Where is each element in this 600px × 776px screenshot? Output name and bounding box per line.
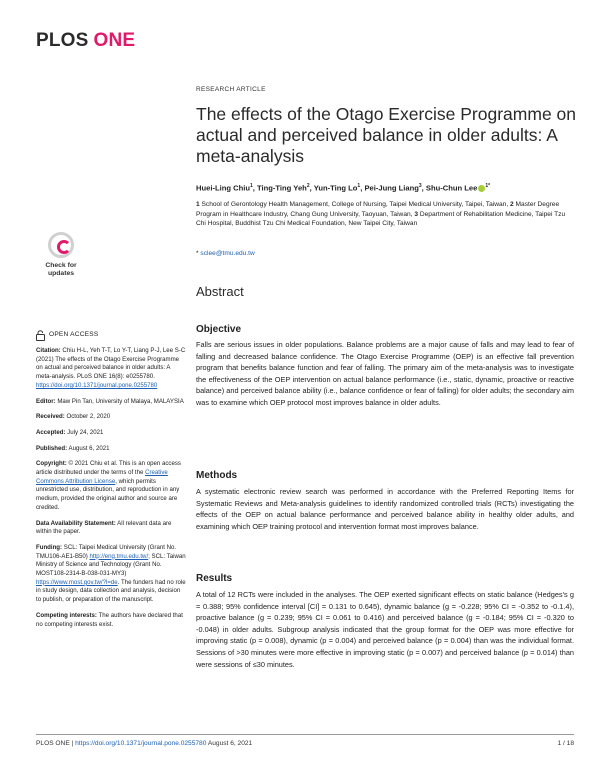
check-updates-label <box>36 262 86 278</box>
section-body-objective: Falls are serious issues in older populations. Balance problems are a major cause of falls and may lead to fear of falling and decreased balance confidence. The Otago Exercise Programme (OEP) is an effective fall prevention program that benefits balance function and fear of falling. The primary aim of the meta-analysis was to investigate the effectiveness of the OEP intervention on actual balance performance (i.e., static, dynamic, proactive or reactive balance) and perceived balance ability (i.e., balance confidence or fear of falling) for older adults; the secondary aim was to examine which OEP protocol most improves balance in older adults. <box>196 340 574 407</box>
citation-doi-link[interactable]: https://doi.org/10.1371/journal.pone.0255780 <box>36 381 158 389</box>
competing-interests-text: The authors have declared that no competing interests exist. <box>36 611 183 628</box>
footer-separator: | <box>71 740 74 747</box>
author-name: Pei-Jung Liang <box>364 183 419 193</box>
abstract-heading: Abstract <box>196 284 244 299</box>
published-text: August 6, 2021 <box>68 444 110 452</box>
open-lock-icon <box>36 330 45 341</box>
affiliation-number: 1 <box>196 201 200 208</box>
funding-mid: ; SCL: Taiwan Ministry of Science and Technology (Grant No. MOST108-2314-B-038-031-MY3) <box>36 552 186 578</box>
funding-link-2[interactable]: https://www.most.gov.tw/?l=de <box>36 578 118 586</box>
author-name: Yun-Ting Lo <box>313 183 358 193</box>
footer-left <box>36 740 252 747</box>
correspondence <box>196 250 255 257</box>
funding-link-1[interactable]: http://eng.tmu.edu.tw/ <box>89 552 149 560</box>
article-title: The effects of the Otago Exercise Programme on actual and perceived balance in older adults: A meta-analysis <box>196 104 577 166</box>
section-heading-methods: Methods <box>196 470 238 481</box>
published-label: Published: <box>36 444 68 452</box>
funding-post: . The funders had no role in study design, data collection and analysis, decision to publish, or preparation of the manuscript. <box>36 578 186 604</box>
copyright-post: , which permits unrestricted use, distribution, and reproduction in any medium, provided the original author and source are credited. <box>36 477 180 511</box>
affiliation-number: 2 <box>510 201 514 208</box>
funding-pre: SCL: Taipei Medical University (Grant No. TMU106-AE1-B50) <box>36 543 177 560</box>
received-label: Received: <box>36 413 65 421</box>
section-body-results: A total of 12 RCTs were included in the analyses. The OEP exerted significant effects on static balance (Hedges's g = 0.388; 95% confidence interval [CI] = 0.131 to 0.645), dynamic balance (g = -0.228; 95% CI = -0.352 to -0.1.4), proactive balance (g = 0.239; 95% CI = 0.061 to 0.416) and perceived balance (g = -0.184; 95% CI = -0.320 to -0.048) in older adults. Subgroup analysis indicated that the group format for the OEP was more effective for improving static (p = 0.008), dynamic (p = 0.004) and perceived balance (p = 0.004) than was the individual format. Sessions of >30 minutes were more effective in improving static (p = 0.007) and perceived balance (p = 0.014) than were sessions of ≤30 minutes. <box>196 590 574 669</box>
data-availability-text: All relevant data are within the paper. <box>36 519 172 536</box>
affiliation-text: Master Degree Program in Healthcare Industry, Chang Gung University, Taoyuan, Taiwan, <box>196 201 560 218</box>
data-availability <box>36 520 186 537</box>
author-affiliation-marker: 1* <box>485 183 491 189</box>
citation-text: Chiu H-L, Yeh T-T, Lo Y-T, Liang P-J, Lee S-C (2021) The effects of the Otago Exercise Programme on actual and perceived balance in older adults: A meta-analysis. PLoS ONE 16(8): e0255780. <box>36 347 186 381</box>
published-date <box>36 445 186 454</box>
citation-label: Citation: <box>36 347 61 354</box>
competing-interests-label: Competing interests: <box>36 611 97 619</box>
check-for-updates-badge[interactable] <box>36 232 86 288</box>
section-heading-objective: Objective <box>196 324 242 335</box>
received-text: October 2, 2020 <box>66 413 111 421</box>
editor-label: Editor: <box>36 397 56 405</box>
editor-text: Maw Pin Tan, University of Malaya, MALAYSIA <box>57 397 184 405</box>
logo-one: ONE <box>93 30 136 51</box>
footer-doi-link[interactable]: https://doi.org/10.1371/journal.pone.0255780 <box>75 740 207 747</box>
footer-journal: PLOS ONE <box>36 740 70 747</box>
affiliation-text: School of Gerontology Health Management, College of Nursing, Taipei Medical University, Taipei, Taiwan, <box>201 201 509 208</box>
author-affiliation-marker: 2 <box>306 183 310 189</box>
editor <box>36 398 186 407</box>
affiliation-number: 3 <box>414 210 418 218</box>
section-heading-results: Results <box>196 573 233 584</box>
check-updates-icon <box>48 232 74 258</box>
competing-interests <box>36 612 186 629</box>
author-affiliation-marker: 1 <box>357 183 361 189</box>
correspondence-marker: * <box>196 250 199 257</box>
author-affiliation-marker: 3 <box>418 183 422 189</box>
open-access-badge <box>36 330 186 341</box>
page-footer <box>36 734 574 747</box>
affiliation-text: Department of Rehabilitation Medicine, Taipei Tzu Chi Hospital, Buddhist Tzu Chi Medical Foundation, New Taipei City, Taiwan <box>196 210 566 228</box>
copyright-pre: © 2021 Chiu et al. This is an open access article distributed under the terms of the <box>36 460 181 477</box>
article-info-sidebar <box>36 330 186 636</box>
correspondence-email-link[interactable]: sclee@tmu.edu.tw <box>200 250 255 257</box>
footer-date: August 6, 2021 <box>207 740 253 747</box>
article-type: RESEARCH ARTICLE <box>196 86 266 93</box>
author-name: Huei-Ling Chiu <box>196 183 250 193</box>
check-updates-line1: Check for <box>45 262 77 269</box>
citation <box>36 347 186 391</box>
license-link[interactable]: Creative Commons Attribution License <box>36 469 168 485</box>
journal-logo <box>36 30 135 52</box>
author-name: Ting-Ting Yeh <box>257 183 307 193</box>
data-availability-label: Data Availability Statement: <box>36 519 116 527</box>
received-date <box>36 413 186 422</box>
affiliations <box>196 200 576 229</box>
author-name: Shu-Chun Lee <box>425 183 478 193</box>
funding <box>36 544 186 605</box>
logo-plos: PLOS <box>36 30 89 51</box>
author-list: Huei-Ling Chiu$^1$, Ting-Ting Yeh$^2$, Yun-Ting Lo$^1$, Pei-Jung Liang$^3$, Shu-Chun Lee $^{1*}$ <box>196 183 491 193</box>
accepted-date <box>36 429 186 438</box>
author-affiliation-marker: 1 <box>250 183 253 189</box>
funding-label: Funding: <box>36 543 63 551</box>
copyright <box>36 460 186 512</box>
section-body-methods: A systematic electronic review search was performed in accordance with the Preferred Reporting Items for Systematic Reviews and Meta-analysis guidelines to identify randomized controlled trials (RCTs) investigating the effects of the OEP on actual balance performance and perceived balance ability in healthy older adults, and examining which OEP training protocol and intervention format most improves balance. <box>196 487 574 531</box>
check-updates-line2: updates <box>47 270 75 277</box>
accepted-text: July 24, 2021 <box>67 428 104 436</box>
open-access-label: OPEN ACCESS <box>49 331 99 339</box>
copyright-label: Copyright: <box>36 460 67 468</box>
accepted-label: Accepted: <box>36 428 66 436</box>
footer-page-number: 1 / 18 <box>557 740 574 747</box>
